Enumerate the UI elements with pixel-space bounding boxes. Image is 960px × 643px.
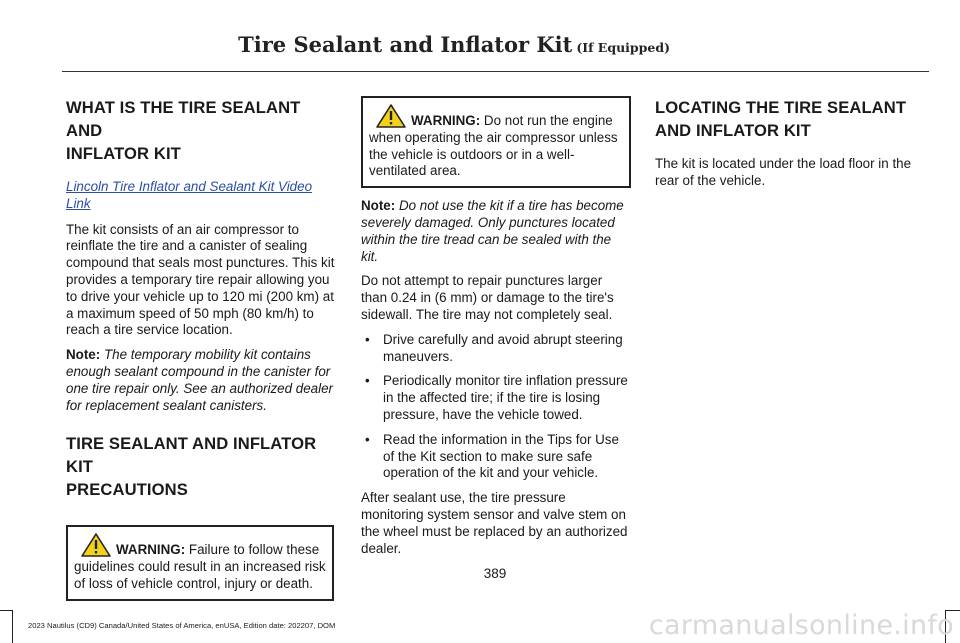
kit-location-paragraph: The kit is located under the load floor in the rear of the vehicle. bbox=[655, 156, 912, 188]
heading-line: LOCATING THE TIRE SEALANT bbox=[655, 98, 907, 117]
note-text: Do not use the kit if a tire has become severely damaged. Only punctures located within the tire tread can be sealed with the kit. bbox=[361, 198, 624, 264]
list-item bbox=[361, 373, 631, 423]
note-text: The temporary mobility kit contains enough sealant compound in the canister for one tire repair only. See an authorized dealer for replacement sealant canisters. bbox=[66, 347, 333, 413]
page-title-subtitle: (If Equipped) bbox=[576, 40, 670, 55]
note-paragraph bbox=[66, 347, 340, 414]
warning-triangle-icon bbox=[81, 533, 111, 557]
warning-label: WARNING: bbox=[116, 542, 186, 558]
bullet-icon: • bbox=[365, 373, 370, 389]
warning-box bbox=[66, 525, 334, 600]
bullet-icon: • bbox=[365, 431, 370, 447]
heading-line: PRECAUTIONS bbox=[66, 480, 188, 500]
precautions-list bbox=[361, 332, 631, 482]
list-item bbox=[361, 432, 631, 482]
page-number: 389 bbox=[483, 566, 507, 581]
page-title-text: Tire Sealant and Inflator Kit bbox=[238, 32, 573, 57]
crop-mark bbox=[12, 610, 13, 643]
heading-line: INFLATOR KIT bbox=[66, 144, 181, 163]
section-heading-locating bbox=[655, 96, 929, 142]
page-title bbox=[238, 32, 670, 57]
footer-edition-text: 2023 Nautilus (CD9) Canada/United States of America, enUSA, Edition date: 202207, DOM bbox=[28, 621, 336, 630]
kit-description: The kit consists of an air compressor to reinflate the tire and a canister of sealing compound that seals most punctures. This kit provides a temporary tire repair allowing you to drive your vehicle up to 120 mi (200 km) at a maximum speed of 50 mph (80 km/h) to reach a tire service location. bbox=[66, 221, 335, 338]
after-sealant-paragraph: After sealant use, the tire pressure monitoring system sensor and valve stem on the wheel must be replaced by an authorized dealer. bbox=[361, 490, 628, 556]
header-divider bbox=[62, 71, 929, 72]
warning-label: WARNING: bbox=[411, 113, 481, 128]
column-1 bbox=[66, 96, 340, 601]
warning-text: Do not run the engine when operating the air compressor unless the vehicle is outdoors or in a well-ventilated area. bbox=[369, 113, 618, 179]
column-2 bbox=[361, 96, 631, 565]
video-link[interactable]: Lincoln Tire Inflator and Sealant Kit Video Link bbox=[66, 179, 313, 211]
list-item-text: Periodically monitor tire inflation pressure in the affected tire; if the tire is losing pressure, have the vehicle towed. bbox=[383, 373, 628, 422]
bullet-icon: • bbox=[365, 331, 370, 347]
heading-line: WHAT IS THE TIRE SEALANT AND bbox=[66, 98, 301, 140]
section-heading-what-is bbox=[66, 96, 340, 165]
warning-text: Failure to follow these guidelines could result in an increased risk of loss of vehicle control, injury or death. bbox=[74, 542, 326, 591]
note-label: Note: bbox=[361, 198, 396, 214]
warning-box bbox=[361, 96, 631, 188]
heading-line: TIRE SEALANT AND INFLATOR KIT bbox=[66, 434, 317, 477]
list-item-text: Drive carefully and avoid abrupt steering maneuvers. bbox=[383, 331, 623, 364]
list-item-text: Read the information in the Tips for Use of the Kit section to make sure safe operation of the kit and your vehicle. bbox=[383, 431, 619, 481]
watermark-text: carmanualsonline.info bbox=[648, 610, 954, 641]
warning-triangle-icon bbox=[376, 104, 406, 128]
note-paragraph bbox=[361, 198, 631, 265]
note-label: Note: bbox=[66, 347, 101, 363]
section-heading-precautions bbox=[66, 432, 340, 501]
crop-mark bbox=[0, 610, 13, 611]
heading-line: AND INFLATOR KIT bbox=[655, 121, 811, 140]
column-3 bbox=[655, 96, 929, 198]
list-item bbox=[361, 332, 631, 366]
puncture-size-paragraph: Do not attempt to repair punctures larger than 0.24 in (6 mm) or damage to the tire's sidewall. The tire may not completely seal. bbox=[361, 273, 614, 322]
